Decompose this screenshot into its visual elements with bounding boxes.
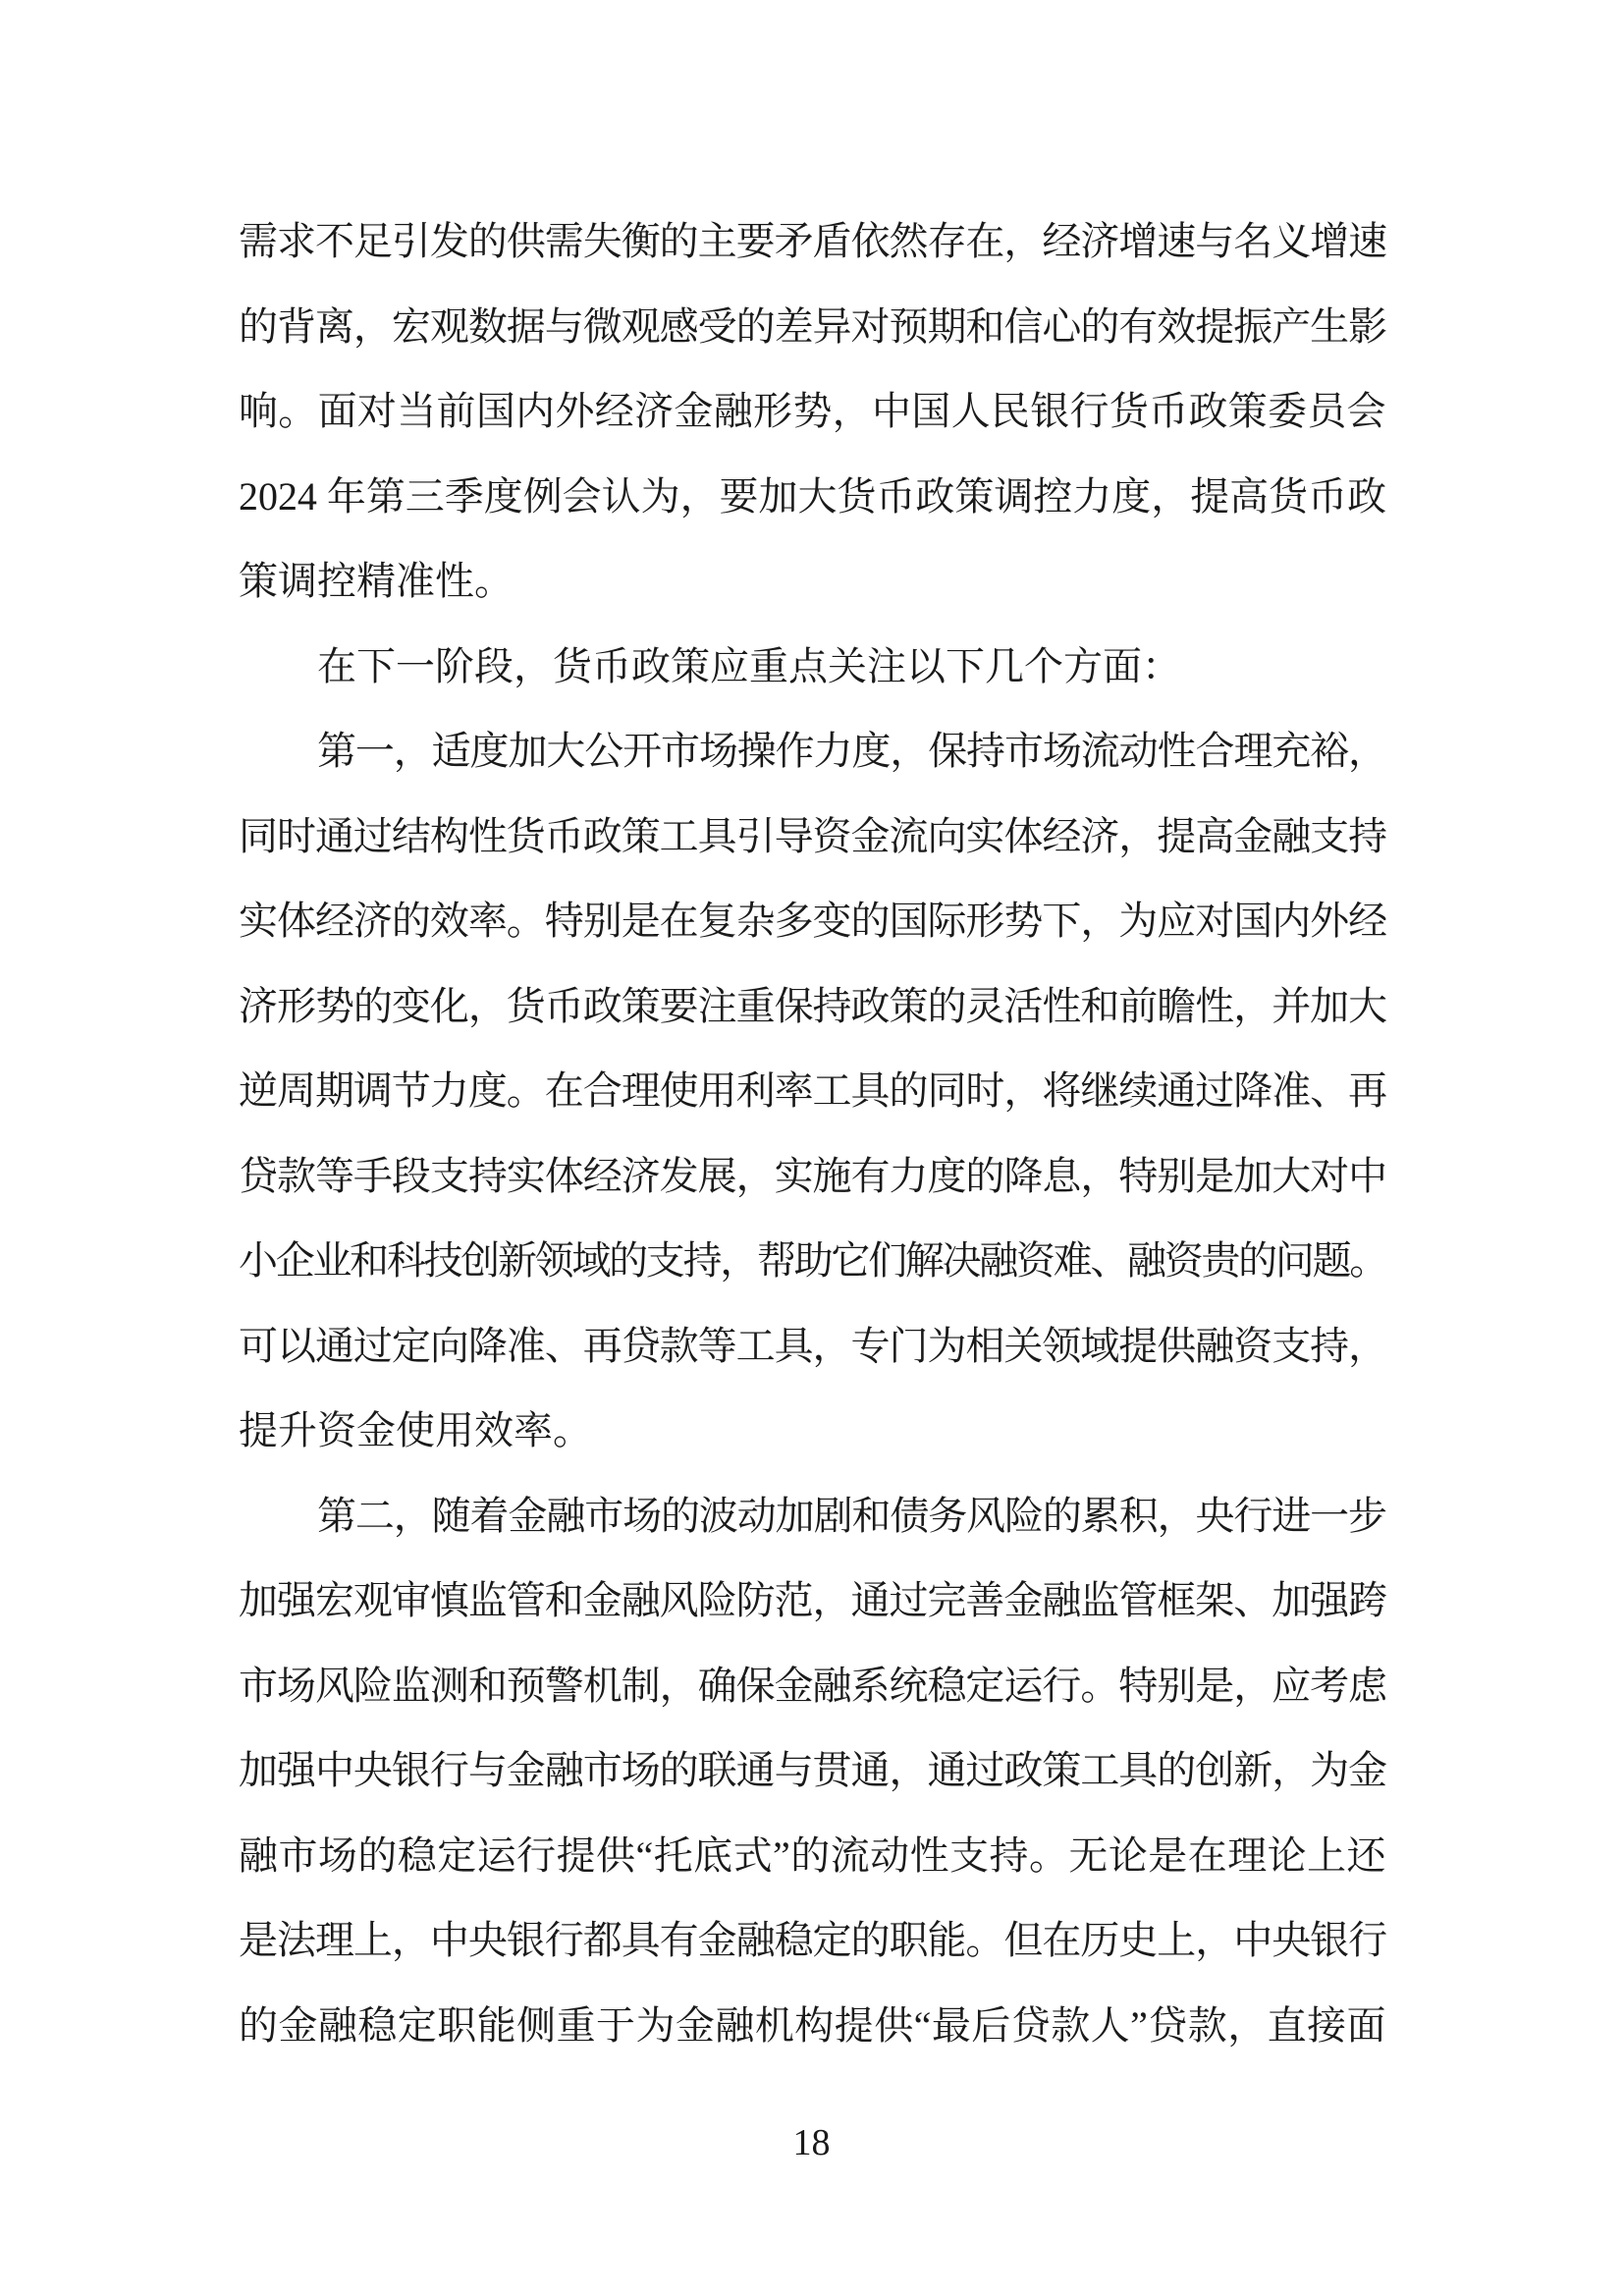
- text-line: [239, 1728, 1386, 1814]
- text-line-content: 同时通过结构性货币政策工具引导资金流向实体经济，提高金融支持: [239, 813, 1387, 858]
- text-line-content: 响。面对当前国内外经济金融形势，中国人民银行货币政策委员会: [239, 389, 1386, 433]
- text-line-content: 贷款等手段支持实体经济发展，实施有力度的降息，特别是加大对中: [239, 1153, 1387, 1198]
- text-line: [239, 539, 1386, 625]
- text-line: [239, 1814, 1386, 1899]
- text-line: [239, 1134, 1386, 1220]
- text-line: [239, 1304, 1386, 1390]
- text-line: [239, 625, 1386, 710]
- text-line-content: 策调控精准性。: [239, 559, 514, 603]
- text-line-content: 加强宏观审慎监管和金融风险防范，通过完善金融监管框架、加强跨: [239, 1578, 1387, 1622]
- text-line-content: 的背离，宏观数据与微观感受的差异对预期和信心的有效提振产生影: [239, 303, 1387, 349]
- text-line-content: 加强中央银行与金融市场的联通与贯通，通过政策工具的创新，为金: [239, 1748, 1387, 1792]
- text-line-content: 的金融稳定职能侧重于为金融机构提供“最后贷款人”贷款，直接面: [239, 2002, 1387, 2048]
- text-line: [239, 1984, 1386, 2069]
- text-line-content: 小企业和科技创新领域的支持，帮助它们解决融资难、融资贵的问题。: [239, 1238, 1387, 1283]
- text-line-content: 需求不足引发的供需失衡的主要矛盾依然存在，经济增速与名义增速: [239, 219, 1387, 263]
- text-line-content: 实体经济的效率。特别是在复杂多变的国际形势下，为应对国内外经: [239, 899, 1387, 943]
- text-line: [239, 1219, 1386, 1304]
- text-line-content: 逆周期调节力度。在合理使用利率工具的同时，将继续通过降准、再: [239, 1068, 1387, 1113]
- text-line: [239, 369, 1386, 455]
- text-line: [239, 199, 1386, 285]
- page-body-text: [239, 199, 1386, 2068]
- text-line: [239, 1389, 1386, 1474]
- text-line: [239, 794, 1386, 880]
- text-line-content: 市场风险监测和预警机制，确保金融系统稳定运行。特别是，应考虑: [239, 1663, 1387, 1708]
- text-line-content: 是法理上，中央银行都具有金融稳定的职能。但在历史上，中央银行: [239, 1918, 1387, 1962]
- text-line-content: 提升资金使用效率。: [239, 1408, 592, 1452]
- text-line: [239, 709, 1386, 794]
- text-line: [239, 879, 1386, 964]
- text-line: [239, 964, 1386, 1050]
- text-line-content: 第二，随着金融市场的波动加剧和债务风险的累积，央行进一步: [317, 1493, 1386, 1538]
- text-line-content: 2024 年第三季度例会认为，要加大货币政策调控力度，提高货币政: [239, 473, 1387, 519]
- text-line: [239, 1898, 1386, 1984]
- text-line-content: 融市场的稳定运行提供“托底式”的流动性支持。无论是在理论上还: [239, 1832, 1387, 1878]
- text-line: [239, 1558, 1386, 1644]
- text-line-content: 第一，适度加大公开市场操作力度，保持市场流动性合理充裕，: [317, 729, 1386, 773]
- text-line: [239, 455, 1386, 540]
- text-line-content: 可以通过定向降准、再贷款等工具，专门为相关领域提供融资支持，: [239, 1323, 1387, 1368]
- text-line-content: 济形势的变化，货币政策要注重保持政策的灵活性和前瞻性，并加大: [239, 983, 1387, 1028]
- text-line: [239, 1474, 1386, 1559]
- text-line: [239, 1049, 1386, 1134]
- text-line-content: 在下一阶段，货币政策应重点关注以下几个方面：: [317, 643, 1181, 688]
- page-number: 18: [792, 2122, 831, 2163]
- text-line: [239, 1644, 1386, 1729]
- text-line: [239, 285, 1386, 370]
